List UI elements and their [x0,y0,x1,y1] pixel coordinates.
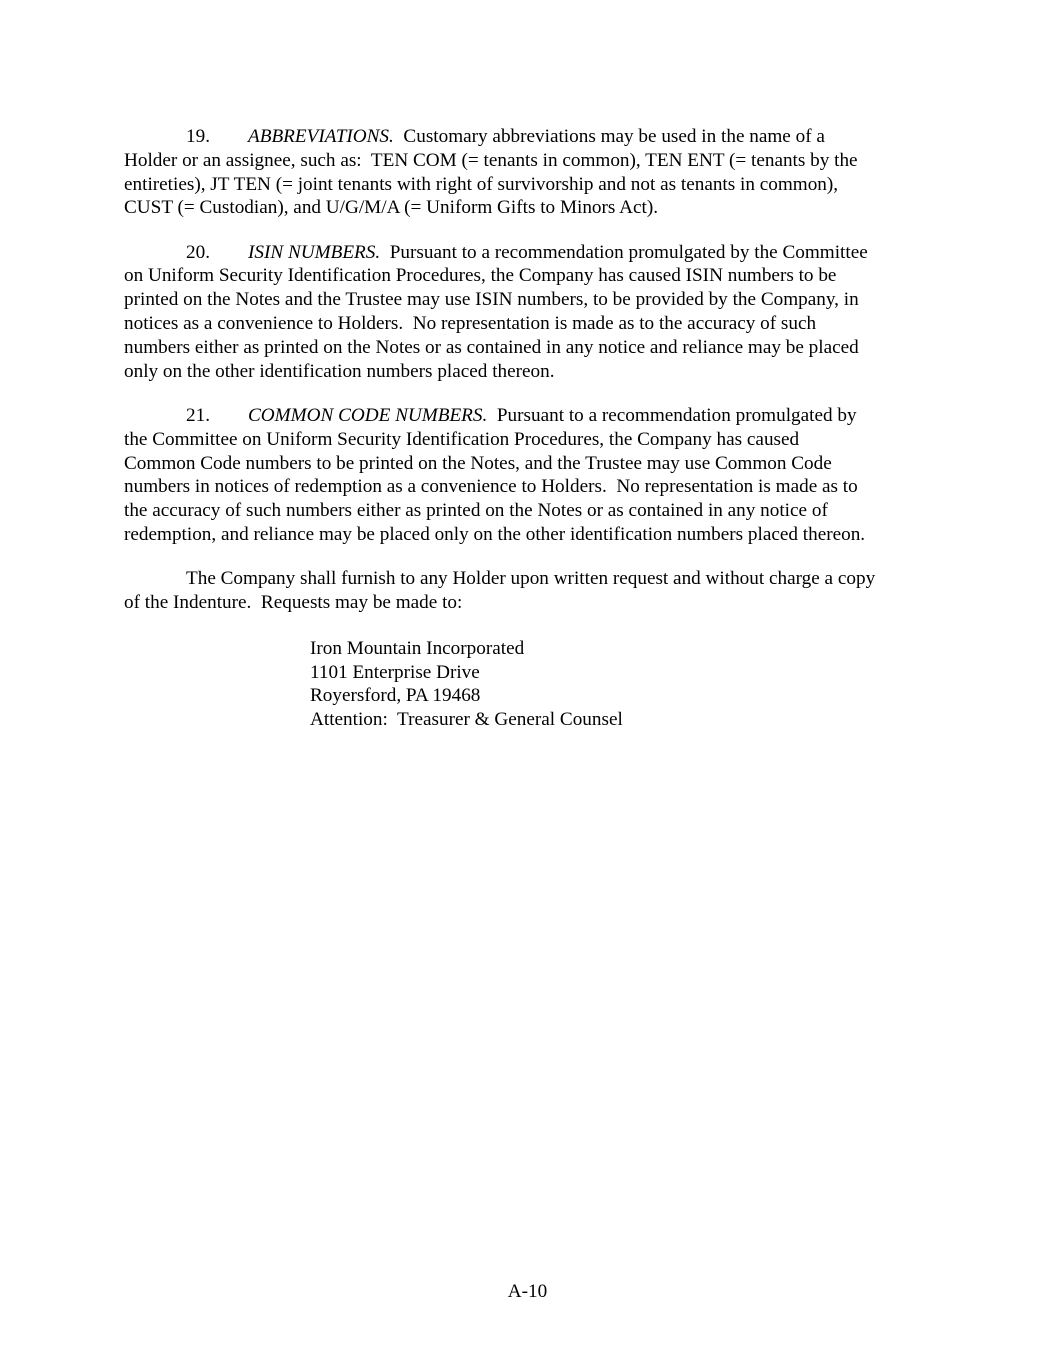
page-number: A-10 [507,1281,548,1302]
section-title: ISIN NUMBERS. [248,241,381,263]
section-line: on Uniform Security Identification Procedures, the Company has caused ISIN numbers to be [124,265,837,287]
section-title: ABBREVIATIONS. [248,126,394,147]
section-line: only on the other identification numbers placed thereon. [124,360,555,382]
section-text: Pursuant to a recommendation promulgated by [487,404,857,426]
section-21-first-line [124,404,934,428]
address-street: 1101 Enterprise Drive [310,661,480,683]
address-city-state-zip: Royersford, PA 19468 [310,685,481,707]
section-number: 21. [186,404,210,426]
section-20-first-line [124,241,934,265]
address-attention: Attention: Treasurer & General Counsel [310,709,623,731]
section-line: Common Code numbers to be printed on the Notes, and the Trustee may use Common Code [124,452,832,474]
section-line: the Committee on Uniform Security Identification Procedures, the Company has caused [124,428,800,450]
section-line: entireties), JT TEN (= joint tenants with right of survivorship and not as tenants in common), [124,173,839,195]
section-line: CUST (= Custodian), and U/G/M/A (= Uniform Gifts to Minors Act). [124,197,659,219]
section-line: redemption, and reliance may be placed only on the other identification numbers placed thereon. [124,523,866,545]
document-body [124,125,934,732]
section-text: Customary abbreviations may be used in the name of a [393,126,825,147]
section-19-first-line [124,125,934,149]
closing-line: The Company shall furnish to any Holder upon written request and without charge a copy [186,568,876,590]
section-number: 20. [186,241,210,263]
section-title: COMMON CODE NUMBERS. [248,404,488,426]
section-20 [124,241,934,384]
address-block [310,637,934,732]
closing-line: of the Indenture. Requests may be made to: [124,592,463,614]
section-line: notices as a convenience to Holders. No representation is made as to the accuracy of such [124,313,817,335]
section-line: numbers either as printed on the Notes or as contained in any notice and reliance may be placed [124,336,859,358]
section-21 [124,404,934,547]
section-line: Holder or an assignee, such as: TEN COM (= tenants in common), TEN ENT (= tenants by the [124,149,858,171]
section-line: the accuracy of such numbers either as printed on the Notes or as contained in any notice of [124,500,828,522]
section-text: Pursuant to a recommendation promulgated by the Committee [380,241,868,263]
section-19 [124,125,934,220]
address-company: Iron Mountain Incorporated [310,637,525,659]
section-line: printed on the Notes and the Trustee may use ISIN numbers, to be provided by the Company, in [124,289,859,311]
section-number: 19. [186,126,210,147]
closing-paragraph [124,567,934,615]
section-line: numbers in notices of redemption as a convenience to Holders. No representation is made as to [124,476,858,498]
